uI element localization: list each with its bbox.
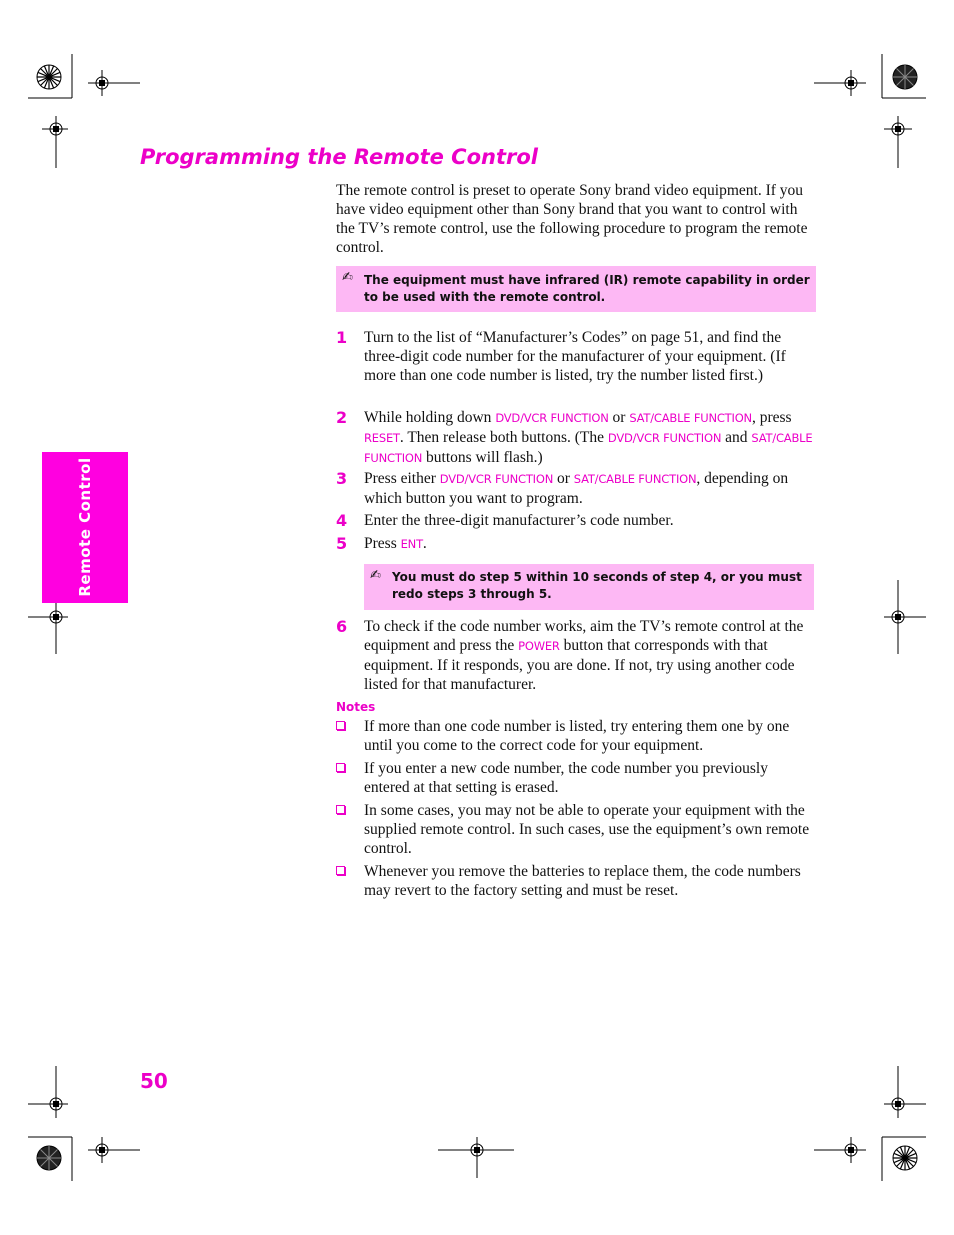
step-5 [336, 534, 816, 554]
notes-heading: Notes [336, 700, 376, 714]
step-1 [336, 328, 816, 404]
step-number: 4 [336, 511, 348, 530]
checkbox-bullet-icon [336, 721, 345, 730]
sat-cable-function-button-ref: SAT/CABLE FUNCTION [364, 431, 813, 465]
note-box-timing [364, 564, 814, 610]
dvd-vcr-function-button-ref: DVD/VCR FUNCTION [495, 411, 609, 425]
dvd-vcr-function-button-ref: DVD/VCR FUNCTION [607, 431, 722, 445]
step-text: Enter the three-digit manufacturer’s code number. [364, 512, 674, 529]
step-number: 1 [336, 328, 348, 347]
pencil-note-icon: ✍ [342, 270, 353, 285]
dvd-vcr-function-button-ref: DVD/VCR FUNCTION [439, 472, 554, 486]
checkbox-bullet-icon [336, 763, 345, 772]
step-3 [336, 469, 816, 509]
note-item: In some cases, you may not be able to operate your equipment with the supplied remote control. In such cases, use the equipment’s own remote control. [336, 801, 816, 859]
step-text: Press either DVD/VCR FUNCTION or SAT/CABLE FUNCTION, depending on which button you want to program. [364, 470, 789, 507]
note-box-ir [336, 266, 816, 312]
step-number: 5 [336, 534, 348, 553]
note-text: The equipment must have infrared (IR) remote capability in order to be used with the remote control. [364, 273, 810, 304]
side-tab-label: Remote Control [76, 457, 94, 597]
step-number: 6 [336, 617, 348, 636]
ent-button-ref: ENT [400, 537, 423, 551]
power-button-ref: POWER [518, 639, 560, 653]
section-side-tab [42, 452, 128, 603]
step-2 [336, 408, 816, 466]
note-item: If you enter a new code number, the code number you previously entered at that setting is erased. [336, 759, 816, 797]
step-number: 2 [336, 408, 348, 427]
step-text: While holding down DVD/VCR FUNCTION or SAT/CABLE FUNCTION, press RESET. Then release both buttons. (The DVD/VCR FUNCTION and SAT/CABLE FUNCTION buttons will flash.) [364, 409, 813, 466]
intro-paragraph: The remote control is preset to operate Sony brand video equipment. If you have video equipment other than Sony brand that you want to control with the TV’s remote control, use the following procedure to program the remote control. [336, 182, 808, 256]
checkbox-bullet-icon [336, 805, 345, 814]
step-6 [336, 617, 816, 695]
note-item: If more than one code number is listed, try entering them one by one until you come to the correct code for your equipment. [336, 717, 816, 755]
pencil-note-icon: ✍ [370, 568, 381, 583]
page-title: Programming the Remote Control [140, 145, 538, 169]
step-4 [336, 511, 816, 531]
sat-cable-function-button-ref: SAT/CABLE FUNCTION [629, 411, 752, 425]
checkbox-bullet-icon [336, 866, 345, 875]
step-text: Turn to the list of “Manufacturer’s Codes” on page 51, and find the three-digit code number for the manufacturer of your equipment. (If more than one code number is listed, try the number listed first.) [364, 329, 786, 384]
sat-cable-function-button-ref: SAT/CABLE FUNCTION [573, 472, 697, 486]
step-text: Press ENT. [364, 535, 427, 552]
note-item: Whenever you remove the batteries to replace them, the code numbers may revert to the factory setting and must be reset. [336, 862, 816, 900]
note-text: You must do step 5 within 10 seconds of step 4, or you must redo steps 3 through 5. [392, 570, 802, 601]
step-number: 3 [336, 469, 348, 488]
step-text: To check if the code number works, aim the TV’s remote control at the equipment and press the POWER button that corresponds with that equipment. If it responds, you are done. If not, try using another code listed for that manufacturer. [364, 618, 804, 693]
page-number: 50 [140, 1069, 168, 1093]
reset-button-ref: RESET [364, 431, 400, 445]
